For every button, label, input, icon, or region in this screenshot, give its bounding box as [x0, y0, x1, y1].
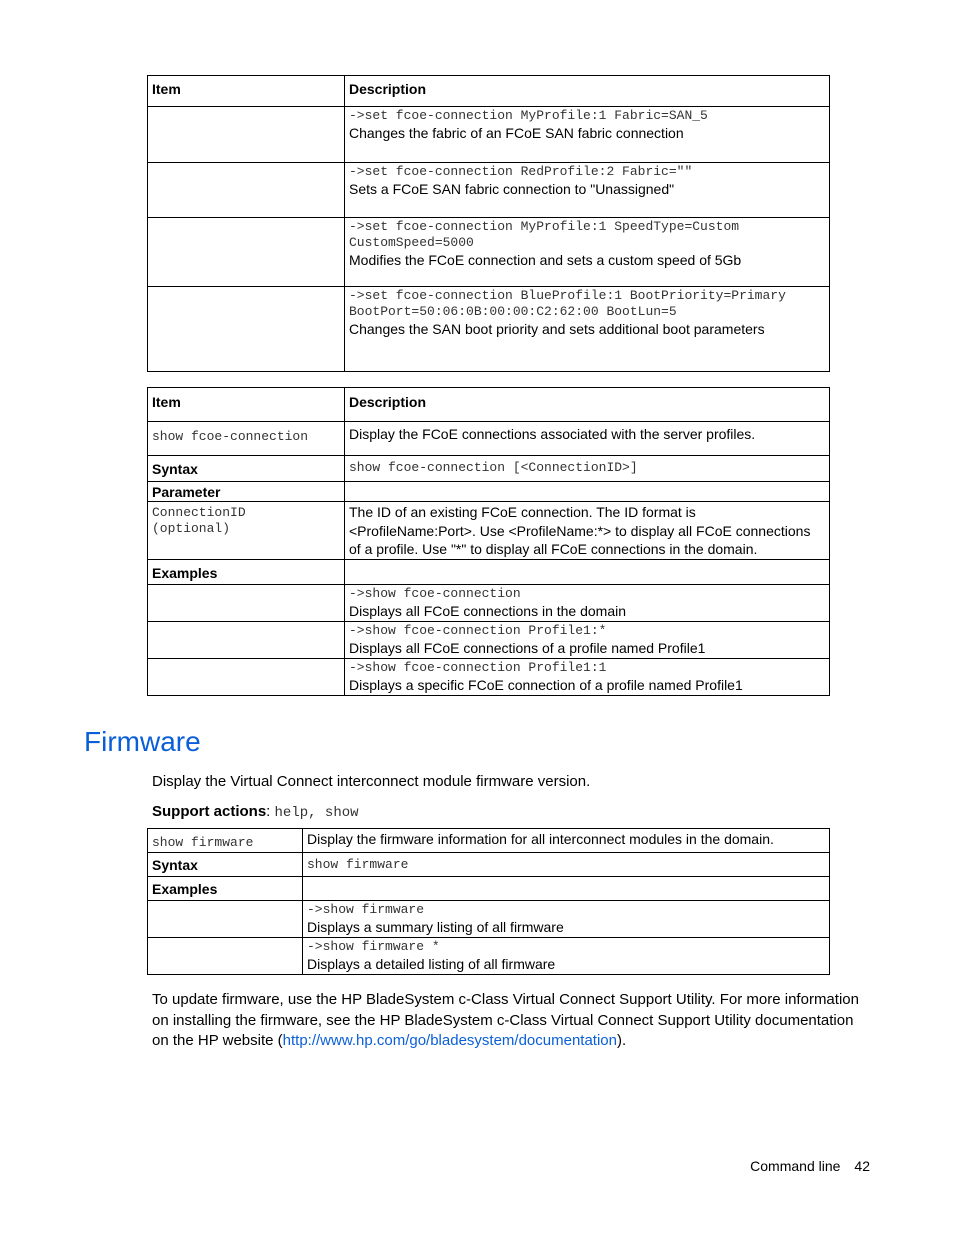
- command-description: Sets a FCoE SAN fabric connection to "Unassigned": [349, 181, 675, 197]
- header-description: Description: [345, 76, 830, 107]
- item-cell: [148, 938, 303, 975]
- table-row: [148, 287, 830, 372]
- table-row: [148, 621, 830, 658]
- table-row: [148, 163, 830, 218]
- syntax-label: Syntax: [148, 456, 345, 482]
- syntax-label: Syntax: [148, 853, 303, 877]
- support-actions-values: help, show: [274, 805, 359, 821]
- example-command: ->show firmware *: [307, 939, 440, 954]
- example-description: Displays all FCoE connections of a profile named Profile1: [349, 639, 706, 656]
- command-name: show fcoe-connection: [152, 429, 309, 444]
- example-command: ->show fcoe-connection Profile1:*: [349, 622, 607, 638]
- command-line: ->set fcoe-connection MyProfile:1 Fabric=SAN_5: [349, 108, 708, 123]
- description-cell: [345, 658, 830, 695]
- parameter-description: The ID of an existing FCoE connection. The ID format is <ProfileName:Port>. Use <ProfileName:*> to display all FCoE connections of a profile. Use "*" to display all FCoE connections in the domain.: [345, 502, 830, 560]
- closing-text: To update firmware, use the HP BladeSystem c-Class Virtual Connect Support Utility. For more information on installing the firmware, see the HP BladeSystem c-Class Virtual Connect Support Utility documentation on the HP website (: [152, 991, 859, 1049]
- item-cell: [148, 287, 345, 372]
- table-row: [148, 559, 830, 584]
- table-row: [148, 456, 830, 482]
- support-actions-separator: :: [266, 803, 275, 820]
- description-cell: [345, 218, 830, 287]
- closing-text-end: ).: [616, 1032, 627, 1049]
- table-row: [148, 422, 830, 456]
- command-description: Changes the SAN boot priority and sets additional boot parameters: [349, 321, 765, 337]
- page-number: 42: [854, 1158, 870, 1174]
- header-item: Item: [148, 76, 345, 107]
- command-line: ->set fcoe-connection BlueProfile:1 BootPriority=Primary: [349, 288, 786, 303]
- description-cell: [345, 107, 830, 163]
- command-name: show firmware: [152, 835, 254, 850]
- description-cell: [345, 621, 830, 658]
- support-actions: [152, 801, 359, 822]
- example-description: Displays a summary listing of all firmware: [307, 919, 564, 935]
- command-description: Modifies the FCoE connection and sets a custom speed of 5Gb: [349, 252, 742, 268]
- syntax-value: show fcoe-connection [<ConnectionID>]: [349, 460, 638, 475]
- show-firmware-table: [147, 828, 830, 975]
- page-footer: [736, 1158, 870, 1174]
- item-cell: [148, 218, 345, 287]
- table-row: [148, 877, 830, 901]
- syntax-cell: [345, 456, 830, 482]
- table-row: [148, 829, 830, 853]
- table-header-row: [148, 388, 830, 422]
- command-line: CustomSpeed=5000: [349, 235, 474, 250]
- closing-paragraph: [152, 990, 872, 1052]
- set-fcoe-examples-table: [147, 75, 830, 372]
- table-row: [148, 584, 830, 621]
- description-cell: Display the firmware information for all interconnect modules in the domain.: [303, 829, 830, 853]
- item-cell: [148, 107, 345, 163]
- parameter-optional: (optional): [152, 521, 231, 536]
- item-cell: [148, 901, 303, 938]
- header-item: Item: [148, 388, 345, 422]
- examples-label: Examples: [148, 559, 345, 584]
- command-line: BootPort=50:06:0B:00:00:C2:62:00 BootLun=5: [349, 304, 677, 319]
- table-row: [148, 853, 830, 877]
- item-cell: [148, 621, 345, 658]
- empty-cell: [345, 482, 830, 502]
- footer-section: Command line: [750, 1158, 841, 1174]
- parameter-name: ConnectionID: [152, 505, 246, 520]
- example-command: ->show fcoe-connection: [349, 585, 521, 601]
- syntax-value: show firmware: [307, 857, 409, 872]
- empty-cell: [345, 559, 830, 584]
- documentation-link[interactable]: http://www.hp.com/go/bladesystem/documentation: [282, 1032, 617, 1049]
- section-heading: Firmware: [84, 726, 201, 757]
- header-description: Description: [345, 388, 830, 422]
- table-row: [148, 901, 830, 938]
- examples-label: Examples: [148, 877, 303, 901]
- table-row: [148, 218, 830, 287]
- example-description: Displays all FCoE connections in the domain: [349, 602, 627, 619]
- table-row: [148, 107, 830, 163]
- empty-cell: [303, 877, 830, 901]
- parameter-label: Parameter: [148, 482, 345, 502]
- command-line: ->set fcoe-connection MyProfile:1 SpeedType=Custom: [349, 219, 740, 234]
- description-cell: [345, 287, 830, 372]
- support-actions-label: Support actions: [152, 803, 267, 820]
- description-cell: [303, 938, 830, 975]
- syntax-cell: [303, 853, 830, 877]
- section-intro: Display the Virtual Connect interconnect module firmware version.: [152, 773, 591, 790]
- item-cell: [148, 658, 345, 695]
- item-cell: [148, 422, 345, 456]
- parameter-name-cell: [148, 502, 345, 560]
- table-row: [148, 658, 830, 695]
- description-cell: [303, 901, 830, 938]
- item-cell: [148, 584, 345, 621]
- item-cell: [148, 829, 303, 853]
- command-line: ->set fcoe-connection RedProfile:2 Fabric="": [349, 164, 693, 179]
- table-row: [148, 938, 830, 975]
- show-fcoe-connection-table: [147, 387, 830, 696]
- description-cell: [345, 584, 830, 621]
- command-description: Changes the fabric of an FCoE SAN fabric connection: [349, 125, 684, 141]
- table-header-row: [148, 76, 830, 107]
- example-command: ->show fcoe-connection Profile1:1: [349, 659, 607, 675]
- example-command: ->show firmware: [307, 902, 425, 917]
- description-cell: [345, 163, 830, 218]
- table-row: [148, 482, 830, 502]
- example-description: Displays a specific FCoE connection of a profile named Profile1: [349, 676, 743, 693]
- table-row: [148, 502, 830, 560]
- example-description: Displays a detailed listing of all firmware: [307, 956, 556, 972]
- item-cell: [148, 163, 345, 218]
- description-cell: Display the FCoE connections associated with the server profiles.: [345, 422, 830, 456]
